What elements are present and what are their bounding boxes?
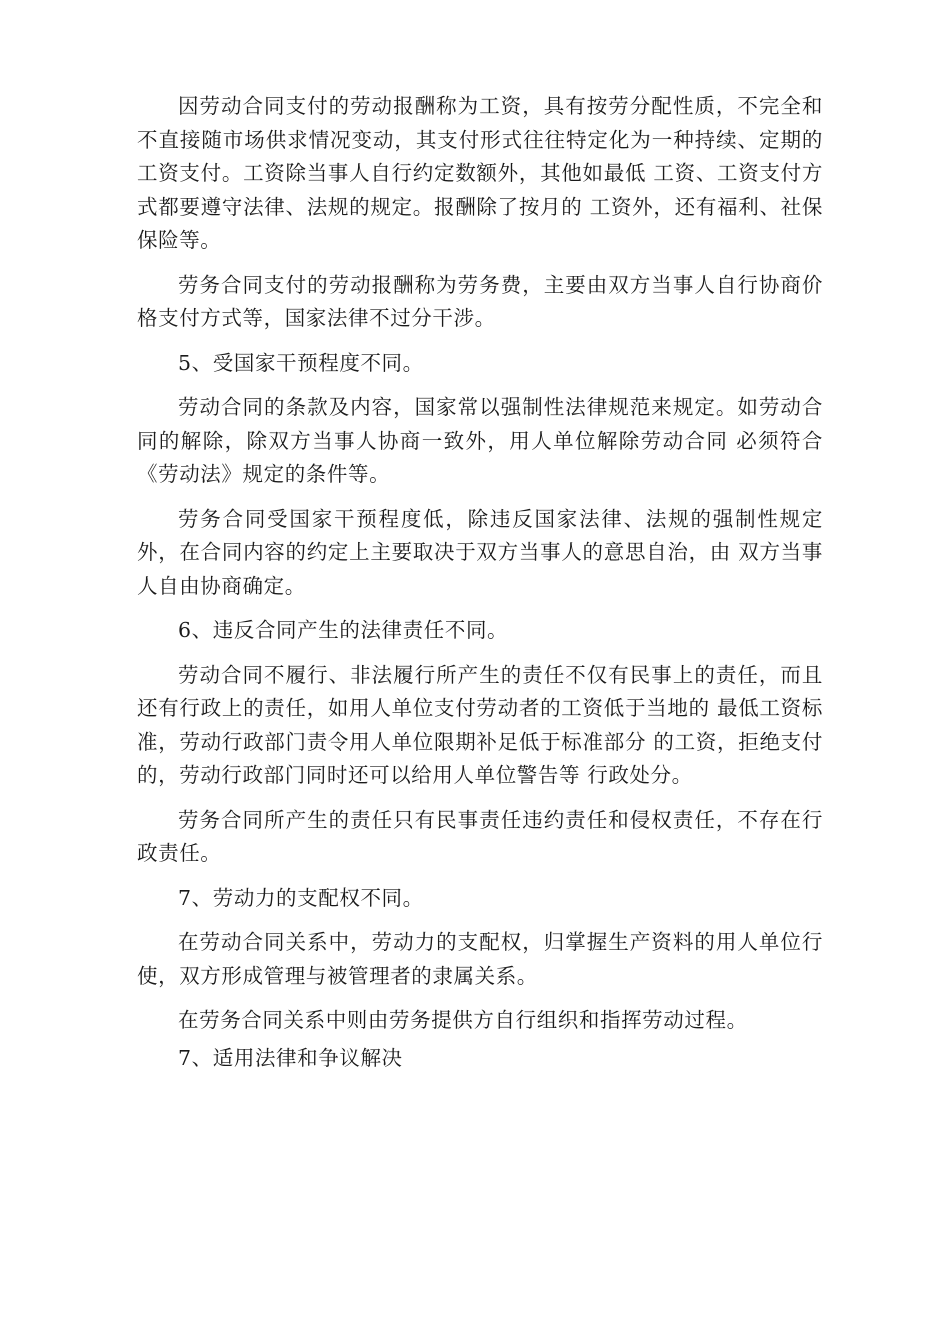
heading-legal-liability: 6、违反合同产生的法律责任不同。 [178,618,509,642]
paragraph-labor-control-provider: 在劳务合同关系中则由劳务提供方自行组织和指挥劳动过程。 [178,1008,748,1032]
paragraph-service-liability: 劳务合同所产生的责任只有民事责任违约责任和侵权责任，不存在行政责任。 [137,807,823,865]
paragraph-labor-liability: 劳动合同不履行、非法履行所产生的责任不仅有民事上的责任，而且还有行政上的责任，如用人单位支付劳动者的工资低于当地的 最低工资标准，劳动行政部门责令用人单位限期补足低于标准部分 的工资，拒绝支付的，劳动行政部门同时还可以给用人单位警告等 行政处分。 [137,662,823,787]
paragraph-labor-control-employer: 在劳动合同关系中，劳动力的支配权，归掌握生产资料的用人单位行使，双方形成管理与被管理者的隶属关系。 [137,930,823,988]
heading-applicable-law: 7、适用法律和争议解决 [178,1045,403,1070]
paragraph-labor-contract-terms: 劳动合同的条款及内容，国家常以强制性法律规范来规定。如劳动合同的解除，除双方当事人协商一致外，用人单位解除劳动合同 必须符合《劳动法》规定的条件等。 [137,395,823,486]
heading-state-intervention: 5、受国家干预程度不同。 [178,350,424,375]
document-body [137,90,823,1086]
paragraph-service-fee: 劳务合同支付的劳动报酬称为劳务费，主要由双方当事人自行协商价格支付方式等，国家法律不过分干涉。 [137,272,823,330]
paragraph-wages: 因劳动合同支付的劳动报酬称为工资，具有按劳分配性质，不完全和不直接随市场供求情况变动，其支付形式往往特定化为一种持续、定期的工资支付。工资除当事人自行约定数额外，其他如最低 工资、工资支付方式都要遵守法律、法规的规定。报酬除了按月的 工资外，还有福利、社保保险等。 [137,94,823,252]
paragraph-service-contract-intervention: 劳务合同受国家干预程度低，除违反国家法律、法规的强制性规定外，在合同内容的约定上主要取决于双方当事人的意思自治，由 双方当事人自由协商确定。 [137,506,823,598]
heading-labor-control: 7、劳动力的支配权不同。 [178,885,424,910]
